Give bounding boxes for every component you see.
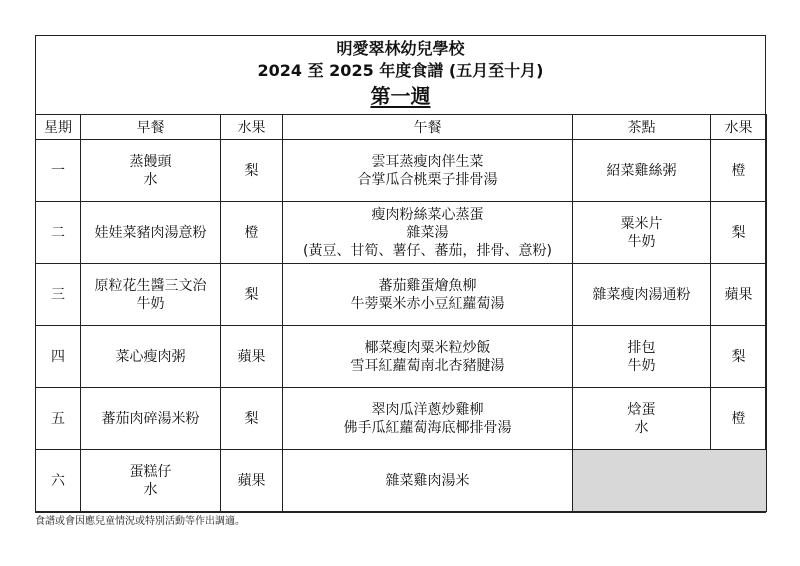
lunch-cell-line: 雜菜湯 [406, 224, 449, 241]
lunch-cell-line: 合掌瓜合桃栗子排骨湯 [357, 171, 498, 188]
table-row [36, 450, 767, 512]
lunch-cell-line: 雪耳紅蘿蔔南北杏豬腱湯 [350, 357, 505, 374]
breakfast-cell [81, 264, 221, 326]
lunch-cell [283, 450, 573, 512]
breakfast-cell [81, 450, 221, 512]
tea-cell-line: 紹菜雞絲粥 [606, 162, 677, 179]
fruit-cell-2: 橙 [711, 388, 767, 450]
lunch-cell-line: (黃豆、甘筍、薯仔、蕃茄，排骨、意粉) [303, 242, 552, 259]
breakfast-cell-line: 原粒花生醬三文治 [94, 277, 207, 294]
tea-cell [573, 326, 711, 388]
lunch-cell-line: 牛蒡粟米赤小豆紅蘿蔔湯 [350, 295, 505, 312]
menu-body [36, 140, 767, 512]
table-row [36, 202, 767, 264]
breakfast-cell [81, 326, 221, 388]
no-service-cell [573, 450, 767, 512]
day-cell: 五 [36, 388, 81, 450]
lunch-cell [283, 140, 573, 202]
fruit-cell-2: 蘋果 [711, 264, 767, 326]
breakfast-cell [81, 388, 221, 450]
tea-cell-line: 焓蛋 [627, 401, 656, 418]
col-header-fruit-2: 水果 [711, 115, 767, 140]
col-header-lunch: 午餐 [283, 115, 573, 140]
day-cell: 六 [36, 450, 81, 512]
title-block [36, 36, 765, 114]
tea-cell [573, 264, 711, 326]
lunch-cell [283, 202, 573, 264]
lunch-cell [283, 388, 573, 450]
day-cell: 一 [36, 140, 81, 202]
lunch-cell [283, 326, 573, 388]
breakfast-cell-line: 蛋糕仔 [129, 463, 172, 480]
menu-table [35, 114, 767, 512]
tea-cell-line: 牛奶 [627, 357, 656, 374]
tea-cell [573, 202, 711, 264]
menu-sheet [35, 35, 766, 513]
lunch-cell-line: 蕃茄雞蛋燴魚柳 [378, 277, 477, 294]
fruit-cell: 蘋果 [221, 450, 283, 512]
school-name: 明愛翠林幼兒學校 [336, 39, 465, 58]
table-row [36, 140, 767, 202]
tea-cell-line: 排包 [627, 339, 656, 356]
breakfast-cell-line: 水 [143, 171, 158, 188]
menu-subtitle: 2024 至 2025 年度食譜 (五月至十月) [257, 61, 544, 80]
breakfast-cell-line: 蒸饅頭 [129, 153, 172, 170]
fruit-cell-2: 梨 [711, 326, 767, 388]
tea-cell-line: 粟米片 [620, 215, 663, 232]
lunch-cell-line: 翠肉瓜洋蔥炒雞柳 [371, 401, 484, 418]
fruit-cell: 梨 [221, 388, 283, 450]
table-row [36, 326, 767, 388]
week-title: 第一週 [370, 84, 431, 108]
fruit-cell: 梨 [221, 264, 283, 326]
col-header-breakfast: 早餐 [81, 115, 221, 140]
tea-cell-line: 雜菜瘦肉湯通粉 [592, 286, 691, 303]
day-cell: 三 [36, 264, 81, 326]
col-header-tea: 茶點 [573, 115, 711, 140]
tea-cell-line: 水 [634, 419, 649, 436]
header-row [36, 115, 767, 140]
breakfast-cell-line: 蕃茄肉碎湯米粉 [101, 410, 200, 427]
day-cell: 四 [36, 326, 81, 388]
fruit-cell: 橙 [221, 202, 283, 264]
lunch-cell-line: 佛手瓜紅蘿蔔海底椰排骨湯 [343, 419, 512, 436]
lunch-cell-line: 椰菜瘦肉粟米粒炒飯 [364, 339, 491, 356]
lunch-cell-line: 瘦肉粉絲菜心蒸蛋 [371, 206, 484, 223]
breakfast-cell-line: 牛奶 [136, 295, 165, 312]
footnote: 食譜或會因應兒童情況或特別活動等作出調適。 [35, 516, 245, 527]
breakfast-cell-line: 娃娃菜豬肉湯意粉 [94, 224, 207, 241]
lunch-cell-line: 雜菜雞肉湯米 [385, 472, 470, 489]
fruit-cell: 蘋果 [221, 326, 283, 388]
day-cell: 二 [36, 202, 81, 264]
breakfast-cell [81, 140, 221, 202]
breakfast-cell-line: 水 [143, 481, 158, 498]
fruit-cell-2: 橙 [711, 140, 767, 202]
fruit-cell: 梨 [221, 140, 283, 202]
lunch-cell-line: 雲耳蒸瘦肉伴生菜 [371, 153, 484, 170]
tea-cell-line: 牛奶 [627, 233, 656, 250]
breakfast-cell [81, 202, 221, 264]
lunch-cell [283, 264, 573, 326]
col-header-fruit: 水果 [221, 115, 283, 140]
breakfast-cell-line: 菜心瘦肉粥 [115, 348, 186, 365]
tea-cell [573, 140, 711, 202]
col-header-day: 星期 [36, 115, 81, 140]
fruit-cell-2: 梨 [711, 202, 767, 264]
tea-cell [573, 388, 711, 450]
table-row [36, 264, 767, 326]
table-row [36, 388, 767, 450]
